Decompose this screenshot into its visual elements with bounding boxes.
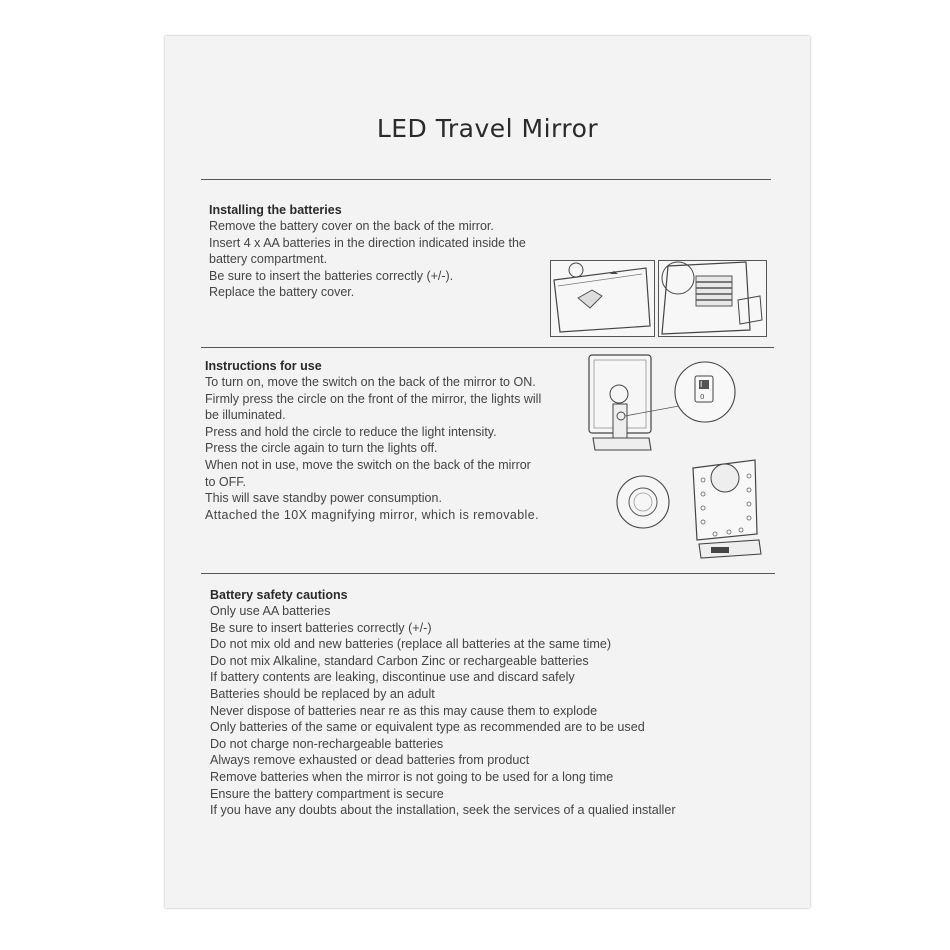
caution-line: Do not charge non-rechargeable batteries [210, 736, 444, 751]
installing-line: Be sure to insert the batteries correctly (+/-). [209, 268, 454, 283]
instructions-line: Attached the 10X magnifying mirror, which is removable. [205, 507, 539, 522]
instruction-sheet [165, 36, 810, 908]
installing-line: Remove the battery cover on the back of the mirror. [209, 219, 494, 233]
caution-line: Do not mix old and new batteries (replace all batteries at the same time) [210, 637, 612, 652]
instructions-line: Press the circle again to turn the lights off. [205, 441, 438, 456]
caution-line: Ensure the battery compartment is secure [210, 786, 444, 801]
installing-line: battery compartment. [209, 252, 328, 267]
instructions-heading: Instructions for use [205, 359, 322, 373]
caution-line: Never dispose of batteries near re as this may cause them to explode [210, 703, 598, 718]
page-title: LED Travel Mirror [376, 114, 599, 143]
battery-compartment-illustration [550, 260, 768, 338]
instructions-line: When not in use, move the switch on the back of the mirror [205, 457, 531, 472]
instructions-section [205, 359, 541, 523]
caution-line: Be sure to insert batteries correctly (+/-) [210, 620, 432, 635]
mirror-switch-illustration [583, 354, 753, 456]
instructions-line: Press and hold the circle to reduce the light intensity. [205, 424, 497, 439]
divider-2 [201, 573, 775, 574]
caution-line: Only batteries of the same or equivalent type as recommended are to be used [210, 720, 645, 735]
caution-line: Remove batteries when the mirror is not going to be used for a long time [210, 769, 614, 784]
instructions-line: To turn on, move the switch on the back of the mirror to ON. [205, 375, 536, 389]
divider-1 [201, 347, 774, 348]
magnifying-mirror-illustration [615, 454, 775, 562]
cautions-section [210, 588, 676, 819]
instructions-line: Firmly press the circle on the front of the mirror, the lights will [205, 391, 542, 406]
divider-top [201, 179, 771, 180]
caution-line: Batteries should be replaced by an adult [210, 686, 435, 701]
instructions-line: to OFF. [205, 474, 246, 489]
caution-line: Do not mix Alkaline, standard Carbon Zinc or rechargeable batteries [210, 653, 589, 668]
instructions-line: be illuminated. [205, 408, 286, 423]
caution-line: If you have any doubts about the installation, seek the services of a qualied installer [210, 803, 676, 818]
svg-text:I: I [700, 380, 703, 389]
installing-heading: Installing the batteries [209, 203, 342, 217]
caution-line: Always remove exhausted or dead batteries from product [210, 753, 530, 768]
caution-line: Only use AA batteries [210, 604, 331, 618]
cautions-heading: Battery safety cautions [210, 588, 348, 602]
installing-section [209, 203, 526, 301]
svg-text:0: 0 [700, 393, 705, 401]
caution-line: If battery contents are leaking, discontinue use and discard safely [210, 670, 575, 685]
installing-line: Replace the battery cover. [209, 285, 355, 300]
instructions-line: This will save standby power consumption. [205, 491, 442, 506]
installing-line: Insert 4 x AA batteries in the direction indicated inside the [209, 235, 526, 250]
